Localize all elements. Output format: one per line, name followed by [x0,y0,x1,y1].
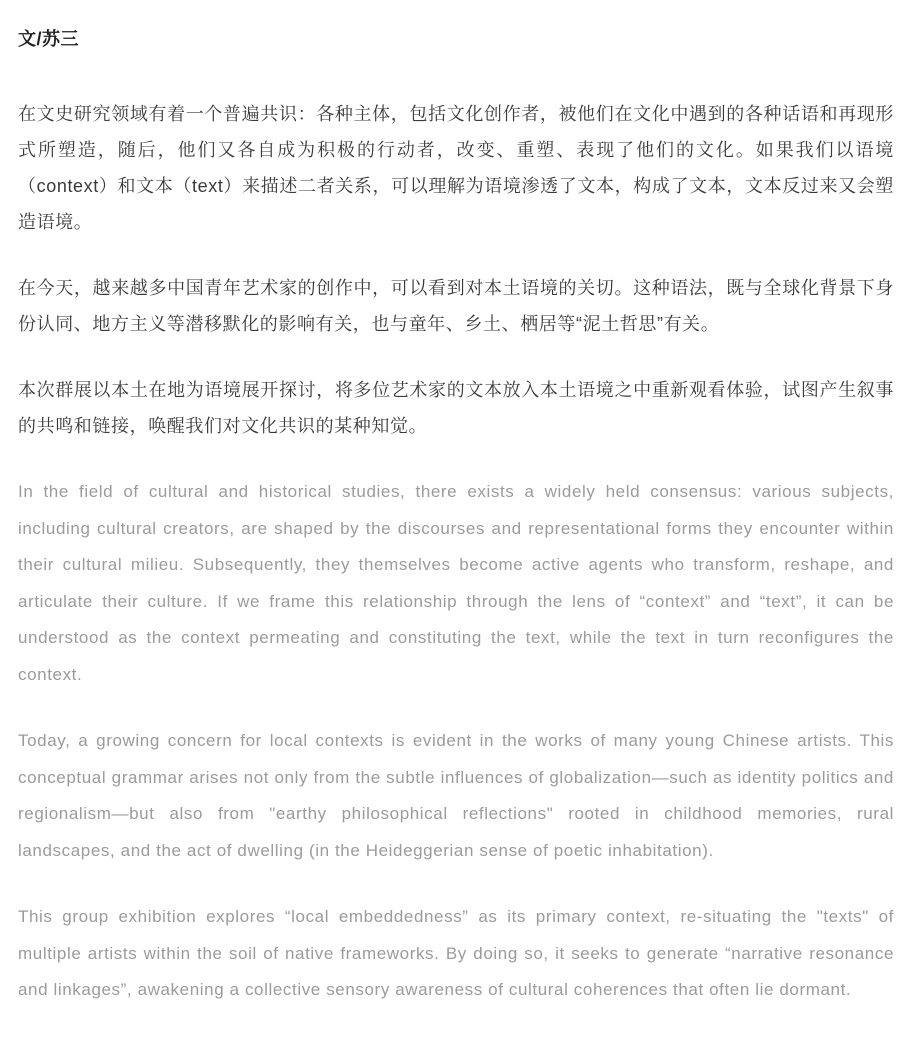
chinese-paragraph: 在今天，越来越多中国青年艺术家的创作中，可以看到对本土语境的关切。这种语法，既与全球化背景下身份认同、地方主义等潜移默化的影响有关，也与童年、乡土、栖居等“泥土哲思”有关。 [18,278,894,334]
english-paragraph: This group exhibition explores “local embeddedness” as its primary context, re-situating the "texts" of multiple artists within the soil of native frameworks. By doing so, it seeks to generate “narrative resonance and linkages”, awakening a collective sensory awareness of cultural coherences that often lie dormant. [18,907,894,999]
chinese-text-section [18,96,894,444]
english-paragraph: Today, a growing concern for local contexts is evident in the works of many young Chinese artists. This conceptual grammar arises not only from the subtle influences of globalization—such as identity politics and regionalism—but also from "earthy philosophical reflections" rooted in childhood memories, rural landscapes, and the act of dwelling (in the Heideggerian sense of poetic inhabitation). [18,731,894,860]
chinese-paragraph: 本次群展以本土在地为语境展开探讨，将多位艺术家的文本放入本土语境之中重新观看体验，试图产生叙事的共鸣和链接，唤醒我们对文化共识的某种知觉。 [18,380,894,436]
chinese-paragraph: 在文史研究领域有着一个普遍共识：各种主体，包括文化创作者，被他们在文化中遇到的各种话语和再现形式所塑造，随后，他们又各自成为积极的行动者，改变、重塑、表现了他们的文化。如果我们以语境（context）和文本（text）来描述二者关系，可以理解为语境渗透了文本，构成了文本，文本反过来又会塑造语境。 [18,104,894,232]
english-text-section [18,474,894,1009]
english-paragraph: In the field of cultural and historical studies, there exists a widely held consensus: various subjects, including cultural creators, are shaped by the discourses and representational forms they encounter within their cultural milieu. Subsequently, they themselves become active agents who transform, reshape, and articulate their culture. If we frame this relationship through the lens of “context” and “text”, it can be understood as the context permeating and constituting the text, while the text in turn reconfigures the context. [18,482,894,684]
author-byline: 文/苏三 [18,29,80,49]
